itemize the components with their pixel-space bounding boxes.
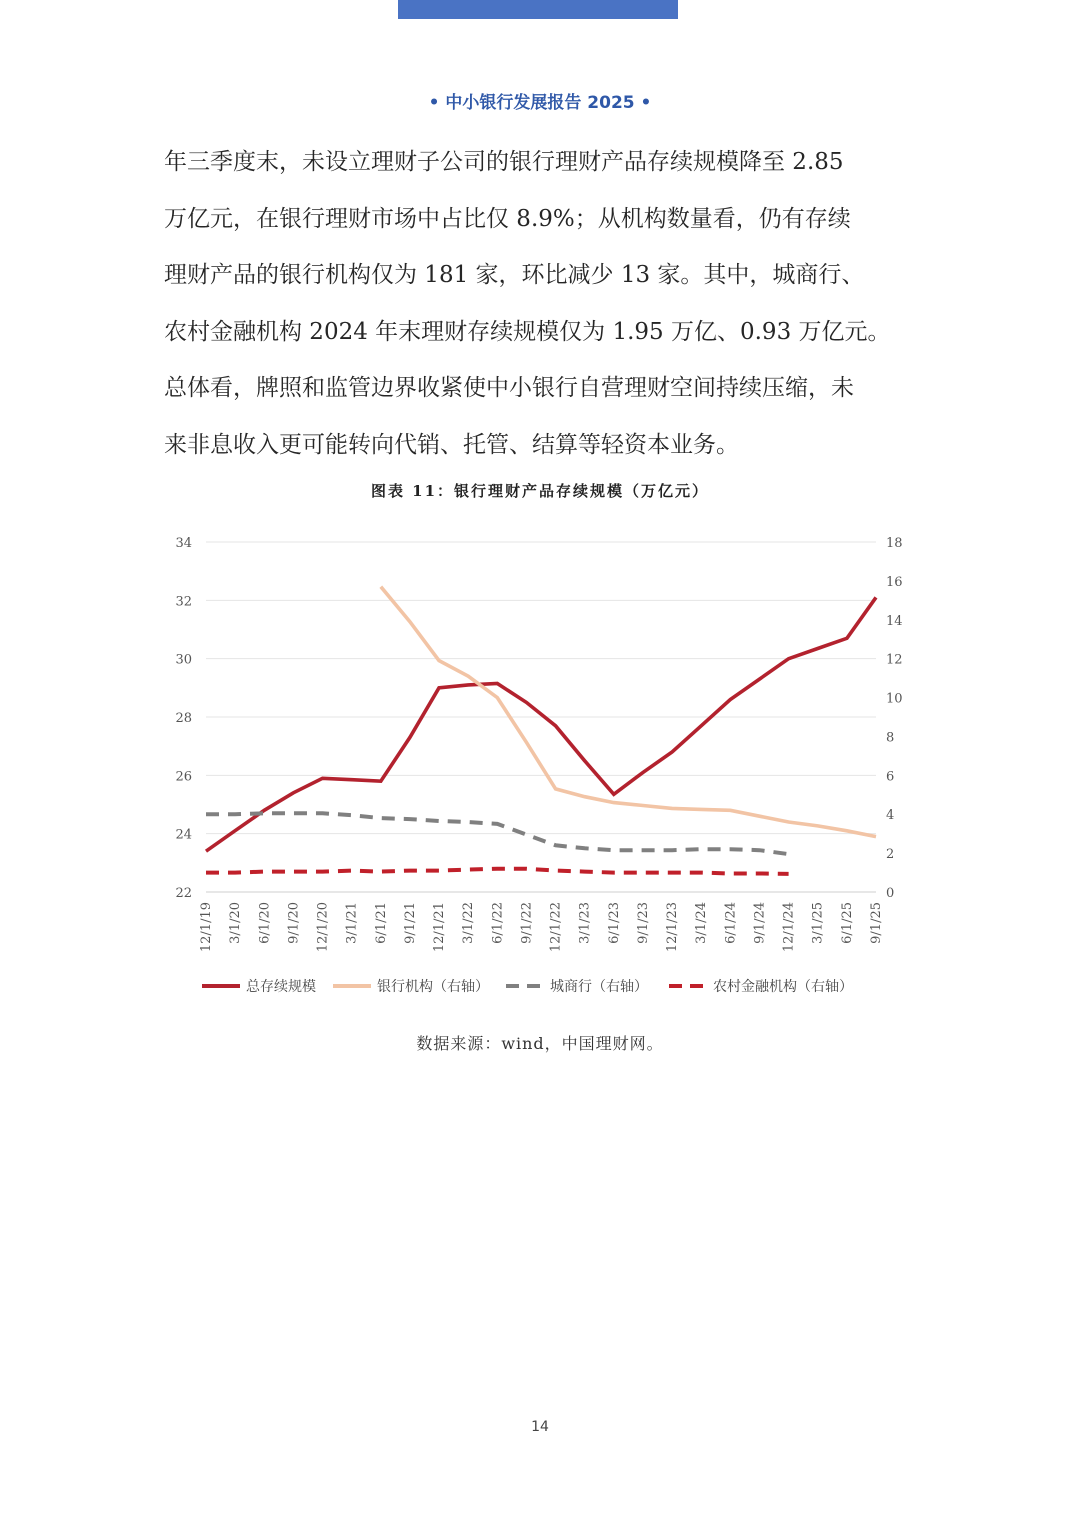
x-tick-label: 6/1/25	[839, 902, 855, 944]
x-tick-label: 3/1/25	[810, 902, 826, 944]
x-tick-label: 6/1/23	[606, 902, 622, 944]
series-line	[206, 869, 789, 874]
y-right-tick-label: 6	[886, 769, 895, 785]
legend-label: 农村金融机构（右轴）	[713, 979, 853, 995]
line-chart	[150, 520, 930, 1010]
x-tick-label: 9/1/20	[286, 902, 302, 944]
series-line	[381, 587, 876, 837]
legend-label: 银行机构（右轴）	[377, 979, 489, 995]
x-tick-label: 9/1/22	[519, 902, 535, 944]
body-line: 总体看，牌照和监管边界收紧使中小银行自营理财空间持续压缩，未	[164, 375, 854, 401]
x-tick-label: 12/1/24	[781, 902, 797, 953]
y-right-tick-label: 4	[886, 808, 895, 824]
y-right-tick-label: 8	[886, 730, 895, 746]
x-tick-label: 3/1/23	[577, 902, 593, 944]
y-right-tick-label: 0	[886, 886, 895, 901]
body-line: 年三季度末，未设立理财子公司的银行理财产品存续规模降至 2.85	[164, 149, 844, 175]
running-header: • 中小银行发展报告 2025 •	[428, 93, 652, 113]
y-left-tick-label: 24	[175, 827, 192, 843]
x-tick-label: 9/1/23	[635, 902, 651, 944]
x-tick-label: 9/1/25	[869, 902, 884, 944]
y-right-tick-label: 10	[886, 691, 903, 707]
y-right-tick-label: 2	[886, 847, 895, 863]
y-left-tick-label: 34	[175, 536, 192, 551]
figure-title: 图表 11：银行理财产品存续规模（万亿元）	[370, 482, 710, 500]
x-tick-label: 3/1/22	[461, 902, 477, 944]
y-right-tick-label: 18	[886, 536, 903, 551]
page-number: 14	[531, 1419, 549, 1435]
y-left-tick-label: 28	[175, 711, 192, 726]
body-line: 来非息收入更可能转向代销、托管、结算等轻资本业务。	[164, 431, 739, 458]
body-line: 理财产品的银行机构仅为 181 家，环比减少 13 家。其中，城商行、	[164, 262, 865, 288]
y-left-tick-label: 26	[175, 769, 192, 785]
x-tick-label: 6/1/24	[723, 902, 739, 944]
y-right-tick-label: 12	[886, 652, 903, 668]
source-note: 数据来源：wind，中国理财网。	[416, 1034, 664, 1053]
body-paragraph	[164, 134, 934, 473]
x-tick-label: 12/1/22	[548, 902, 564, 953]
x-tick-label: 9/1/24	[752, 902, 768, 944]
y-left-tick-label: 32	[175, 594, 192, 610]
header-accent-bar	[398, 0, 678, 19]
x-tick-label: 12/1/19	[199, 902, 214, 953]
x-tick-label: 6/1/20	[257, 902, 273, 944]
y-right-tick-label: 14	[886, 613, 903, 629]
body-line: 农村金融机构 2024 年末理财存续规模仅为 1.95 万亿、0.93 万亿元。	[164, 318, 891, 345]
x-tick-label: 3/1/20	[228, 902, 244, 944]
y-left-tick-label: 22	[175, 886, 192, 901]
x-tick-label: 12/1/23	[665, 902, 681, 953]
x-tick-label: 12/1/20	[315, 902, 331, 953]
y-right-tick-label: 16	[886, 574, 903, 590]
x-tick-label: 12/1/21	[432, 902, 448, 953]
x-tick-label: 3/1/24	[694, 902, 710, 944]
y-left-tick-label: 30	[175, 652, 192, 668]
x-tick-label: 3/1/21	[344, 902, 360, 944]
x-tick-label: 9/1/21	[402, 902, 418, 944]
legend-label: 城商行（右轴）	[550, 979, 648, 995]
x-tick-label: 6/1/22	[490, 902, 506, 944]
legend-label: 总存续规模	[246, 979, 316, 995]
x-tick-label: 6/1/21	[373, 902, 389, 944]
body-line: 万亿元，在银行理财市场中占比仅 8.9%；从机构数量看，仍有存续	[164, 205, 851, 232]
